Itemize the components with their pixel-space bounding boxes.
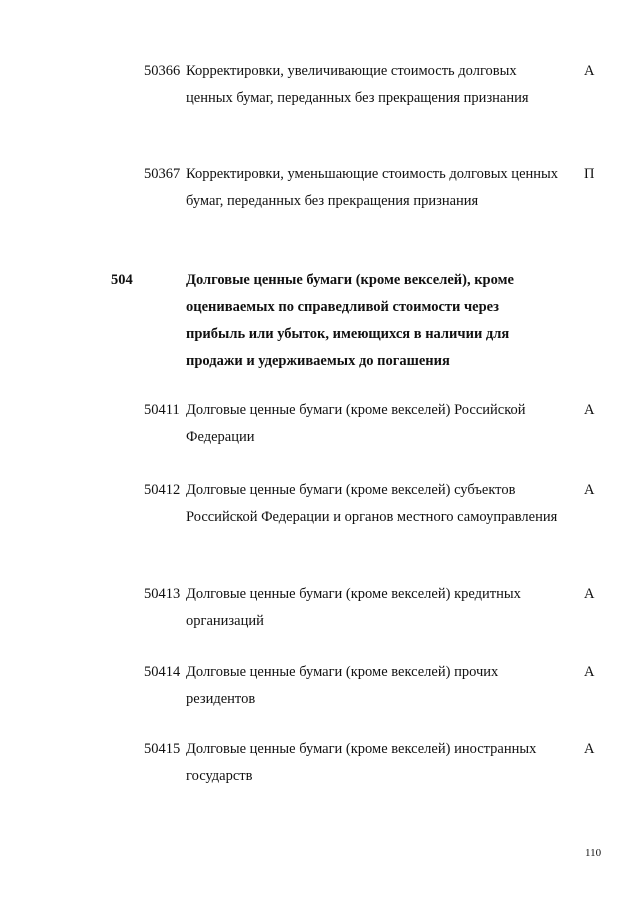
account-description: Корректировки, увеличивающие стоимость долговых ценных бумаг, переданных без прекращения признания bbox=[186, 63, 529, 106]
account-type: А bbox=[584, 741, 595, 757]
section-title: Долговые ценные бумаги (кроме векселей), кроме оцениваемых по справедливой стоимости через прибыль или убыток, имеющихся в наличии для продажи и удерживаемых до погашения bbox=[186, 272, 514, 369]
account-description: Долговые ценные бумаги (кроме векселей) прочих резидентов bbox=[186, 664, 499, 707]
section-code: 504 bbox=[111, 272, 133, 288]
account-description: Долговые ценные бумаги (кроме векселей) Российской Федерации bbox=[186, 402, 526, 445]
account-code: 50411 bbox=[144, 402, 180, 418]
account-code: 50414 bbox=[144, 664, 181, 680]
account-description: Корректировки, уменьшающие стоимость долговых ценных бумаг, переданных без прекращения признания bbox=[186, 166, 559, 209]
page-number: 110 bbox=[585, 847, 602, 859]
account-type: П bbox=[584, 166, 595, 182]
account-type: А bbox=[584, 63, 595, 79]
account-code: 50366 bbox=[144, 63, 181, 79]
account-description: Долговые ценные бумаги (кроме векселей) субъектов Российской Федерации и органов местного самоуправления bbox=[186, 482, 558, 525]
account-code: 50413 bbox=[144, 586, 181, 602]
account-type: А bbox=[584, 586, 595, 602]
account-type: А bbox=[584, 664, 595, 680]
account-description: Долговые ценные бумаги (кроме векселей) кредитных организаций bbox=[186, 586, 521, 629]
account-code: 50412 bbox=[144, 482, 181, 498]
account-code: 50367 bbox=[144, 166, 181, 182]
account-type: А bbox=[584, 402, 595, 418]
account-description: Долговые ценные бумаги (кроме векселей) иностранных государств bbox=[186, 741, 537, 784]
account-code: 50415 bbox=[144, 741, 181, 757]
account-type: А bbox=[584, 482, 595, 498]
